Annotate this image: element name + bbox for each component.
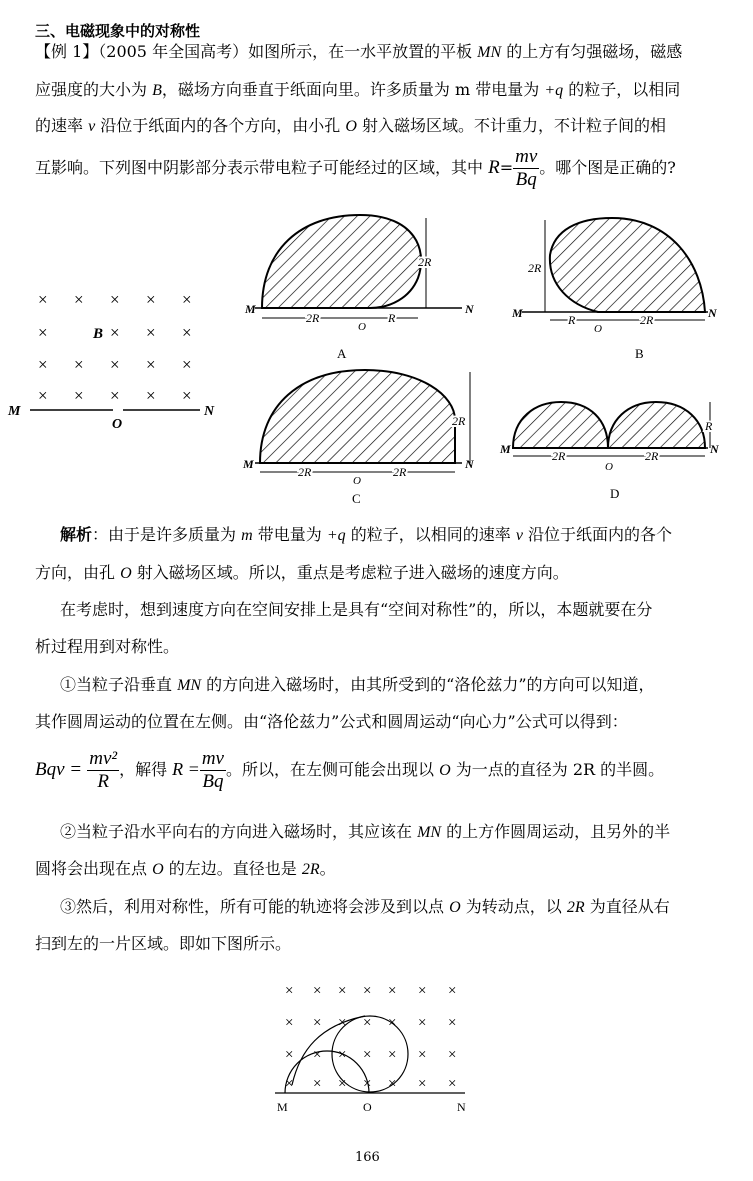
field-cross-mark: × [418,1015,427,1031]
field-cross-mark: × [110,355,120,374]
field-cross-mark: × [363,1076,372,1092]
analysis-line-5 [60,675,655,696]
option-A-diagram [244,215,475,361]
trajectory-diagram [275,983,466,1114]
text-segment: ：由于是许多质量为 [92,525,242,544]
field-cross-mark: × [285,1047,294,1063]
field-cross-mark: × [363,1015,372,1031]
field-cross-mark: × [146,386,156,405]
text-segment: 2R [566,899,585,916]
field-cross-mark: × [313,1047,322,1063]
text-segment: 射入磁场区域。不计重力，不计粒子间的相 [356,116,667,135]
field-cross-mark: × [110,323,120,342]
field-label-B: B [93,326,104,342]
field-cross-mark: × [338,1076,347,1092]
svg-text:O: O [363,1100,372,1114]
bottom-field-crosses [285,983,456,1092]
option-B-diagram [511,218,718,361]
field-cross-mark: × [285,1015,294,1031]
text-segment: ①当粒子沿垂直 [60,675,178,694]
analysis-line-8 [35,859,336,880]
svg-text:O: O [594,323,602,335]
text-segment: v [515,527,523,544]
caption-C: C [352,491,361,506]
text-segment: 带电量为 [252,525,327,544]
analysis-line-7 [60,822,670,843]
fraction-mv2-R: $\frac{\text{mv²}}{R}$ [89,748,118,792]
analysis-line-10 [35,934,291,954]
text-segment: 方向，由孔 [35,563,121,582]
field-cross-mark: × [418,983,427,999]
svg-text:M: M [500,442,511,456]
svg-text:O: O [605,461,613,473]
field-cross-mark: × [38,323,48,342]
text-segment: O [345,118,357,135]
field-cross-mark: × [38,355,48,374]
field-cross-mark: × [38,290,48,309]
caption-B: B [635,346,644,361]
option-D-diagram [499,402,720,501]
text-segment: O [120,565,132,582]
text-segment: +q [544,82,564,99]
text-segment: 射入磁场区域。所以，重点是考虑粒子进入磁场的速度方向。 [131,563,569,582]
svg-text:M: M [512,306,523,320]
text-segment: 为转动点，以 [460,897,567,916]
field-cross-mark: × [182,386,192,405]
text-segment: 扫到左的一片区域。即如下图所示。 [35,934,292,953]
text-segment: 的速率 [35,116,89,135]
field-cross-mark: × [285,983,294,999]
field-cross-mark: × [388,1047,397,1063]
analysis-line-6 [35,712,628,732]
text-segment: B [152,82,162,99]
field-cross-mark: × [448,1015,457,1031]
label-M: M [8,404,21,419]
svg-text:N: N [708,306,717,320]
field-cross-mark: × [182,355,192,374]
field-cross-mark: × [418,1076,427,1092]
text-segment: 的方向进入磁场时，由其所受到的“洛伦兹力”的方向可以知道， [201,675,655,694]
field-cross-mark: × [110,386,120,405]
problem-line-4: 互影响。下列图中阴影部分表示带电粒子可能经过的区域，其中 R= $\frac{mv}{Bq}$ 。哪个图是正确的? [35,146,676,190]
fraction-mv-Bq: $\frac{mv}{Bq}$ [201,748,224,792]
svg-text:M: M [245,302,256,316]
field-cross-mark: × [448,1076,457,1092]
field-cross-mark: × [182,290,192,309]
field-cross-mark: × [388,983,397,999]
svg-text:2R: 2R [418,255,432,269]
analysis-line-2 [35,563,569,584]
field-cross-mark: × [74,355,84,374]
option-C-diagram [242,370,475,506]
text-segment: 的左边。直径也是 [163,859,302,878]
label-N: N [204,404,215,419]
field-cross-mark: × [285,1076,294,1092]
text-segment: 的上方有匀强磁场，磁感 [501,42,683,61]
svg-text:2R: 2R [528,261,542,275]
svg-text:2R: 2R [306,311,320,325]
field-cross-mark: × [313,983,322,999]
text-segment: 解析 [60,525,93,544]
text-segment: 的粒子，以相同的速率 [345,525,516,544]
text-segment: +q [326,527,346,544]
svg-text:2R: 2R [645,449,659,463]
svg-text:2R: 2R [298,465,312,479]
svg-text:N: N [465,457,474,471]
text-segment: O [152,861,164,878]
svg-text:N: N [457,1100,466,1114]
field-cross-mark: × [74,386,84,405]
field-cross-mark: × [146,355,156,374]
field-cross-mark: × [182,323,192,342]
text-segment: m [241,527,253,544]
section-title: 三、电磁现象中的对称性 [35,22,201,40]
svg-text:R: R [568,313,576,327]
text-segment: 的粒子，以相同 [563,80,681,99]
analysis-line-9 [60,897,670,918]
magnetic-field-crosses [38,290,192,405]
svg-text:R: R [705,419,713,433]
text-segment: 2R [301,861,320,878]
page-number: 166 [355,1150,380,1165]
svg-text:2R: 2R [393,465,407,479]
text-segment: v [88,118,96,135]
svg-text:N: N [465,302,474,316]
text-segment: ②当粒子沿水平向右的方向进入磁场时，其应该在 [60,822,418,841]
svg-text:R: R [388,311,396,325]
text-segment: 沿位于纸面内的各个 [522,525,673,544]
text-segment: 在考虑时，想到速度方向在空间安排上是具有“空间对称性”的，所以，本题就要在分 [60,600,653,619]
analysis-line-4 [35,637,179,657]
field-cross-mark: × [363,1047,372,1063]
analysis-line-1 [60,525,672,546]
field-cross-mark: × [338,983,347,999]
text-segment: MN [417,824,442,841]
svg-text:O: O [358,321,366,333]
text-segment: 析过程用到对称性。 [35,637,180,656]
text-segment: ，磁场方向垂直于纸面向里。许多质量为 m 带电量为 [161,80,545,99]
field-cross-mark: × [338,1015,347,1031]
field-cross-mark: × [146,323,156,342]
svg-text:2R: 2R [452,414,466,428]
field-cross-mark: × [448,983,457,999]
field-cross-mark: × [418,1047,427,1063]
text-segment: 为直径从右 [584,897,670,916]
caption-D: D [610,486,620,501]
text-segment: 圆将会出现在点 [35,859,153,878]
svg-text:2R: 2R [552,449,566,463]
svg-text:M: M [243,457,254,471]
field-cross-mark: × [146,290,156,309]
caption-A: A [337,346,347,361]
field-cross-mark: × [110,290,120,309]
label-O: O [112,417,123,432]
field-cross-mark: × [363,983,372,999]
field-cross-mark: × [38,386,48,405]
svg-text:M: M [277,1100,288,1114]
field-cross-mark: × [74,290,84,309]
formula-line: Bqv = $\frac{\text{mv²}}{R}$ ，解得 R = $\frac{mv}{Bq}$ 。所以，在左侧可能会出现以 O 为一点的直径为 2R 的半圆。 [35,748,665,792]
text-segment: ③然后，利用对称性，所有可能的轨迹将会涉及到以点 [60,897,450,916]
svg-text:N: N [710,442,719,456]
field-cross-mark: × [313,1015,322,1031]
field-cross-mark: × [388,1015,397,1031]
text-segment: 沿位于纸面内的各个方向，由小孔 [95,116,346,135]
text-segment: MN [477,44,502,61]
text-segment: MN [177,677,202,694]
text-segment: 。 [319,859,336,878]
fraction-mv-bq: $\frac{mv}{Bq}$ [515,146,538,190]
text-segment: O [449,899,461,916]
field-cross-mark: × [388,1076,397,1092]
svg-text:2R: 2R [640,313,654,327]
text-segment: 应强度的大小为 [35,80,153,99]
field-cross-mark: × [338,1047,347,1063]
field-cross-mark: × [313,1076,322,1092]
field-cross-mark: × [448,1047,457,1063]
analysis-line-3 [60,600,652,620]
text-segment: 【例 1】（2005 年全国高考）如图所示，在一水平放置的平板 [35,42,478,61]
svg-text:O: O [353,475,361,487]
text-segment: 其作圆周运动的位置在左侧。由“洛伦兹力”公式和圆周运动“向心力”公式可以得到： [35,712,628,731]
text-segment: 的上方作圆周运动，且另外的半 [441,822,671,841]
